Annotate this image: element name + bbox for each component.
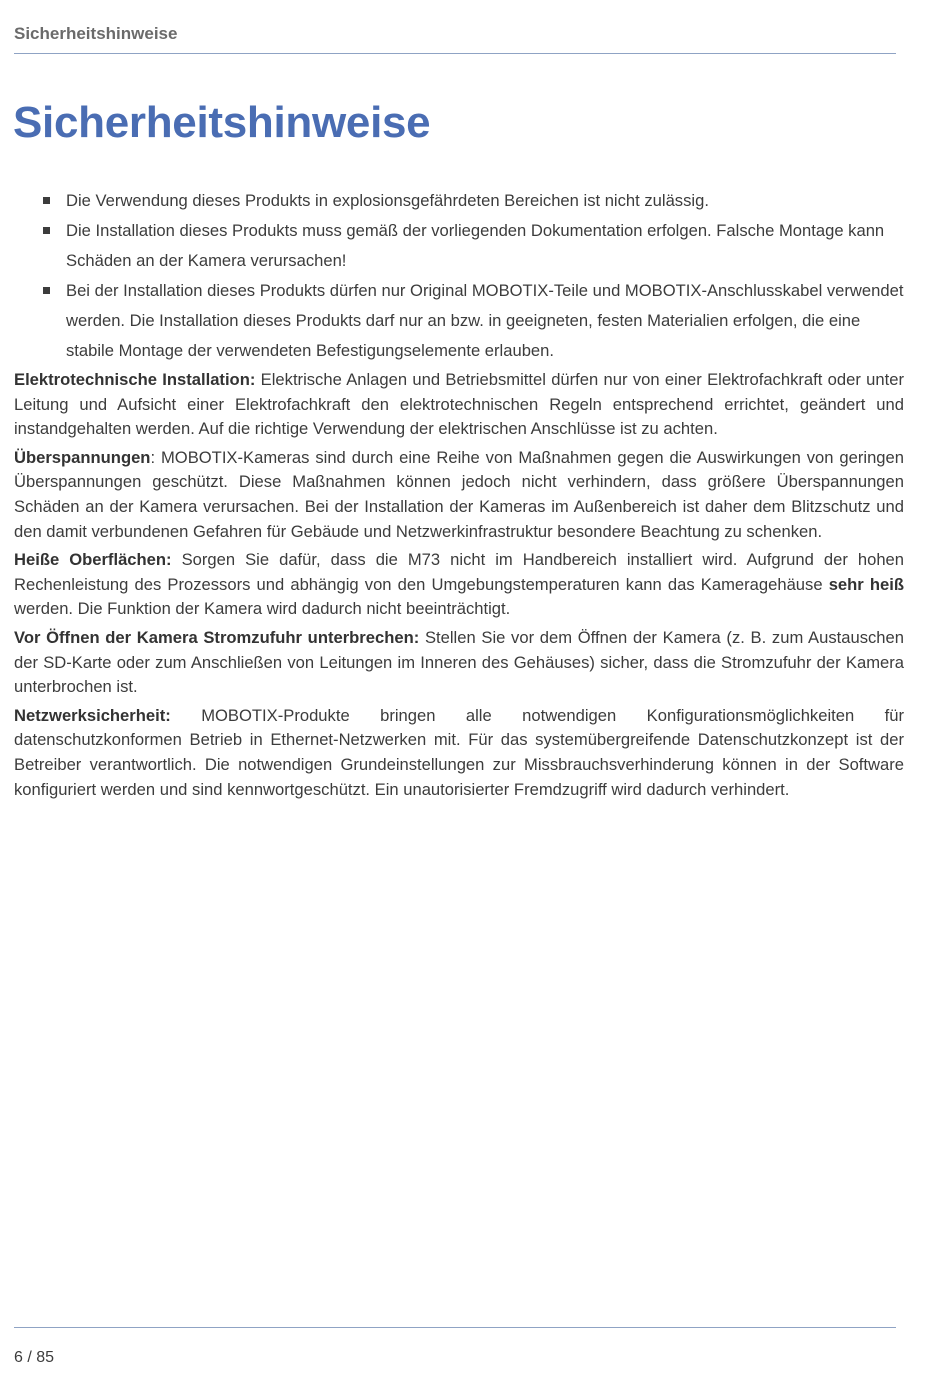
list-item bbox=[14, 186, 904, 216]
page-title: Sicherheitshinweise bbox=[13, 98, 431, 147]
square-bullet-icon bbox=[43, 287, 50, 294]
section-text: Elektrische Anlagen und Betriebsmittel dürfen nur von einer Elektrofachkraft oder unter Leitung und Aufsicht einer Elektrofachkraft den elektrotechnischen Regeln entsprechend errichtet, geändert und instandgehalten werden. Auf die richtige Verwendung der elektrischen Anschlüsse ist zu achten. bbox=[14, 370, 904, 439]
list-item bbox=[14, 216, 904, 276]
page-content bbox=[14, 186, 904, 806]
bullet-text: Die Installation dieses Produkts muss gemäß der vorliegenden Dokumentation erfolgen. Falsche Montage kann Schäden an der Kamera verursachen! bbox=[66, 221, 885, 270]
section-text: Stellen Sie vor dem Öffnen der Kamera (z. B. zum Austauschen der SD-Karte oder zum Anschließen von Leitungen im Inneren des Gehäuses) sicher, dass die Stromzufuhr der Kamera unterbrochen ist. bbox=[14, 627, 904, 697]
bullet-text: Bei der Installation dieses Produkts dürfen nur Original MOBOTIX-Teile und MOBOTIX-Anschlusskabel verwendet werden. Die Installation dieses Produkts darf nur an bzw. in geeigneten, festen Materialien erfolgen, die eine stabile Montage der verwendeten Befestigungselemente erlauben. bbox=[66, 281, 904, 360]
safety-bullet-list bbox=[14, 186, 904, 366]
header-divider bbox=[14, 53, 896, 54]
running-header: Sicherheitshinweise bbox=[14, 24, 178, 43]
section-text: werden. Die Funktion der Kamera wird dadurch nicht beeinträchtigt. bbox=[14, 599, 511, 619]
power-off-paragraph bbox=[14, 626, 904, 700]
section-label: Heiße Oberflächen: bbox=[14, 550, 172, 570]
square-bullet-icon bbox=[43, 197, 50, 204]
section-text: MOBOTIX-Produkte bringen alle notwendigen Konfigurationsmöglichkeiten für datenschutzkonformen Betrieb in Ethernet-Netzwerken mit. Für das systemübergreifende Datenschutzkonzept ist der Betreiber verantwortlich. Die notwendigen Grundeinstellungen zur Missbrauchsverhinderung können in der Software konfiguriert werden und sind kennwortgeschützt. Ein unautorisierter Fremdzugriff wird dadurch verhindert. bbox=[14, 705, 904, 799]
section-label: Elektrotechnische Installation: bbox=[14, 370, 256, 389]
section-label: Vor Öffnen der Kamera Stromzufuhr unterbrechen: bbox=[14, 627, 420, 647]
bullet-text: Die Verwendung dieses Produkts in explosionsgefährdeten Bereichen ist nicht zulässig. bbox=[66, 191, 709, 210]
section-text: : MOBOTIX-Kameras sind durch eine Reihe von Maßnahmen gegen die Auswirkungen von geringen Überspannungen geschützt. Diese Maßnahmen können jedoch nicht verhindern, dass größere Überspannungen Schäden an der Kamera verursachen. Bei der Installation der Kameras im Außenbereich ist daher dem Blitzschutz und den damit verbundenen Gefahren für Gebäude und Netzwerkinfrastruktur besondere Beachtung zu schenken. bbox=[14, 447, 904, 541]
list-item bbox=[14, 276, 904, 366]
page-number: 6 / 85 bbox=[14, 1349, 55, 1366]
network-security-paragraph bbox=[14, 704, 904, 802]
hot-surfaces-paragraph bbox=[14, 548, 904, 622]
section-label: Netzwerksicherheit: bbox=[14, 705, 171, 725]
square-bullet-icon bbox=[43, 227, 50, 234]
electrical-installation-paragraph bbox=[14, 368, 904, 442]
emphasis-text: sehr heiß bbox=[828, 574, 904, 594]
section-label: Überspannungen bbox=[14, 447, 151, 467]
section-text: Sorgen Sie dafür, dass die M73 nicht im Handbereich installiert wird. Aufgrund der hohen Rechenleistung des Prozessors und abhängig von den Umgebungstemperaturen kann das Kameragehäuse bbox=[14, 550, 904, 594]
footer-divider bbox=[14, 1327, 896, 1328]
overvoltage-paragraph bbox=[14, 446, 904, 544]
